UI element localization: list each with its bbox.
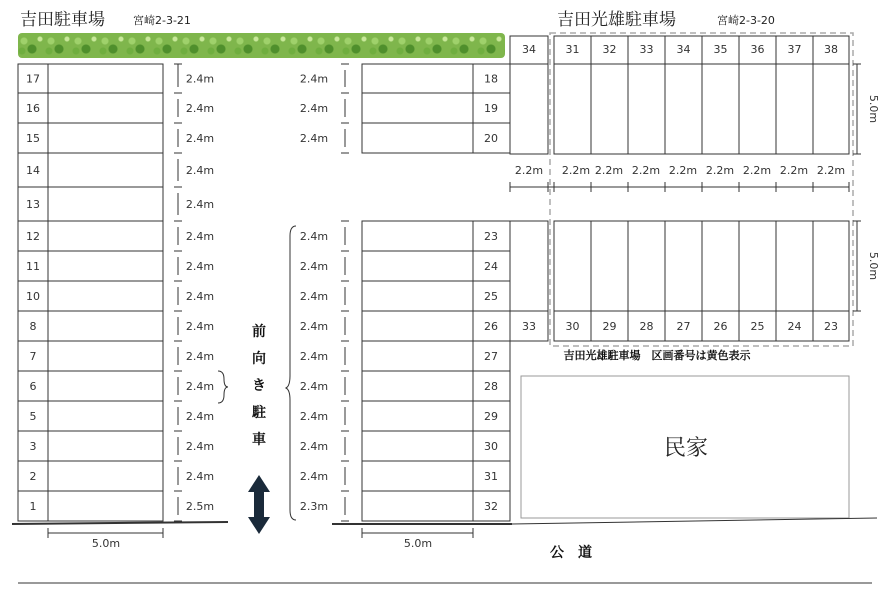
road-label: 公 道 [550,545,592,561]
middle-stall-number: 29 [484,410,498,423]
middle-stall-block [362,64,473,153]
right-lot-caption: 吉田光雄駐車場 区画番号は黄色表示 [563,349,751,362]
left-stall-number: 2 [29,470,37,483]
right-stall-number: 34 [676,43,691,56]
left-stall-number: 6 [29,380,37,393]
right-stall-width: 2.2m [514,164,544,177]
left-stall-number: 8 [29,320,37,333]
right-lot-title: 吉田光雄駐車場 [557,10,676,30]
middle-depth-label: 5.0m [403,537,433,550]
right-stall-width: 2.2m [631,164,661,177]
left-stall-number: 5 [29,410,37,423]
right-stall-width: 2.2m [742,164,772,177]
left-stall-number: 11 [26,260,40,273]
left-stall-number: 1 [29,500,37,513]
left-stall-width: 2.4m [185,380,215,393]
right-stall-number: 23 [824,320,838,333]
right-stall-number: 32 [602,43,617,56]
aisle-direction-text: き [252,378,266,394]
middle-stall-number: 18 [484,72,498,86]
left-lot-address: 宮崎2-3-21 [133,14,191,27]
middle-stall-width: 2.4m [299,72,329,86]
brace [218,371,228,403]
middle-stall-number: 26 [484,320,498,333]
right-stall-number: 27 [676,320,691,333]
right-stall-width: 2.2m [668,164,698,177]
right-stall-number: 25 [750,320,765,333]
right-stall-width: 2.2m [779,164,809,177]
left-stall-width: 2.4m [185,198,215,211]
middle-stall-width: 2.4m [299,440,329,453]
left-stall-width: 2.4m [185,320,215,333]
left-stall-width: 2.4m [185,260,215,273]
middle-stall-width: 2.4m [299,132,329,145]
left-stall-width: 2.4m [185,440,215,453]
left-stall-width: 2.4m [185,470,215,483]
left-stall-block [48,64,163,521]
right-stall-number: 26 [713,320,728,333]
right-stall-number: 33 [522,320,536,333]
aisle-direction-text: 向 [252,351,266,367]
left-stall-number: 3 [29,440,37,453]
middle-stall-width: 2.4m [299,102,329,115]
aisle-direction-text: 駐 [252,405,266,421]
middle-stall-number: 24 [484,260,498,273]
right-stall-width: 2.2m [561,164,591,177]
left-stall-number: 13 [26,198,40,211]
left-stall-width: 2.4m [185,132,215,145]
middle-stall-number: 19 [484,102,498,115]
left-stall-width: 2.4m [185,230,215,243]
middle-stall-width: 2.4m [299,320,329,333]
left-depth-label: 5.0m [91,537,121,550]
right-stall-number: 29 [602,320,617,333]
middle-stall-number: 23 [484,230,498,243]
right-stall-number: 24 [787,320,802,333]
left-stall-width: 2.5m [185,500,215,513]
middle-stall-width: 2.4m [299,350,329,363]
left-stall-number: 10 [26,290,40,303]
right-stall-number: 36 [750,43,765,56]
right-stall-number: 28 [639,320,654,333]
middle-stall-number: 31 [484,470,498,483]
right-stall-number: 38 [824,43,838,56]
left-stall-width: 2.4m [185,350,215,363]
right-stall-number: 35 [713,43,728,56]
right-stall-width: 2.2m [594,164,624,177]
middle-stall-width: 2.4m [299,290,329,303]
right-stall-number: 31 [565,43,580,56]
left-stall-width: 2.4m [185,102,215,115]
middle-stall-number: 28 [484,380,498,393]
left-stall-width: 2.4m [185,290,215,303]
middle-stall-number: 27 [484,350,498,363]
house-label: 民家 [663,436,709,461]
middle-stall-width: 2.3m [299,500,329,513]
left-stall-number: 17 [26,72,40,86]
left-stall-width: 2.4m [185,410,215,423]
middle-stall-width: 2.4m [299,410,329,423]
right-stall-width: 2.2m [816,164,846,177]
right-stall-number: 33 [639,43,654,56]
left-stall-number: 12 [26,230,40,243]
left-stall-number: 15 [26,132,40,145]
left-stall-width: 2.4m [185,72,215,86]
brace [286,226,296,520]
right-stall-number: 30 [565,320,580,333]
right-stall-width: 2.2m [705,164,735,177]
two-way-arrow [248,475,270,534]
middle-stall-number: 20 [484,132,498,145]
left-lot-title: 吉田駐車場 [20,10,105,30]
middle-stall-width: 2.4m [299,380,329,393]
road-edge-left [12,522,228,524]
middle-stall-width: 2.4m [299,230,329,243]
aisle-direction-text: 車 [252,432,266,448]
left-stall-number: 7 [29,350,37,363]
left-stall-number: 16 [26,102,40,115]
left-stall-number: 14 [26,164,40,177]
left-stall-width: 2.4m [185,164,215,177]
middle-stall-width: 2.4m [299,260,329,273]
right-lot-address: 宮崎2-3-20 [717,14,775,27]
right-depth-bottom: 5.0m [867,251,880,281]
right-depth-top: 5.0m [867,94,880,124]
middle-stall-number: 25 [484,290,498,303]
right-stall-number: 37 [787,43,802,56]
aisle-direction-text: 前 [252,324,266,340]
road-edge-right [512,518,877,524]
right-stall-number: 34 [522,43,536,56]
middle-stall-number: 32 [484,500,498,513]
middle-stall-number: 30 [484,440,498,453]
middle-stall-width: 2.4m [299,470,329,483]
